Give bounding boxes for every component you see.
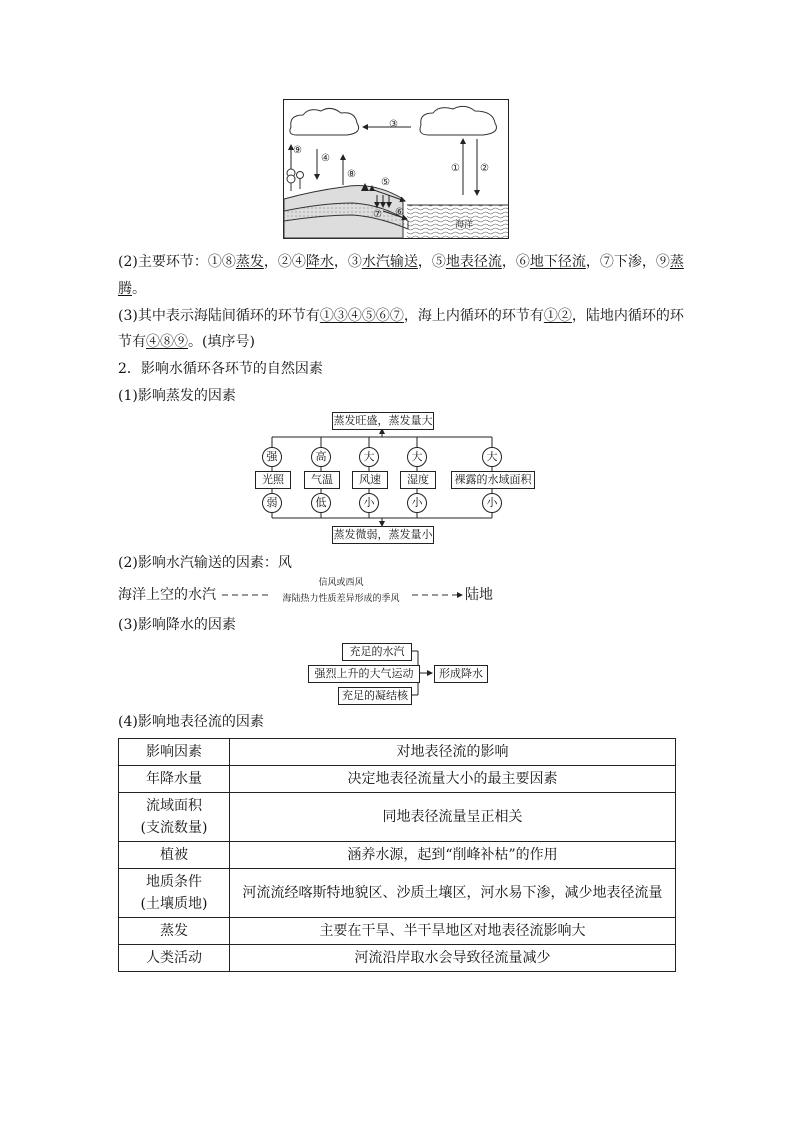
table-row	[119, 945, 676, 972]
table-row	[119, 842, 676, 869]
ocean-label: 海洋	[455, 220, 474, 230]
arrow-label-2: ②	[480, 163, 489, 174]
answer-transpiration-part1: 蒸	[669, 254, 684, 270]
factor-cell	[119, 869, 230, 918]
wind-label-bottom: 海陆热力性质差异形成的季风	[282, 594, 400, 604]
subheading-vapor-transport: (2)影响水汽输送的因素：风	[118, 555, 292, 571]
subheading-evaporation: (1)影响蒸发的因素	[118, 388, 236, 404]
factor-high-sunlight: 强	[262, 447, 282, 467]
arrow-label-5: ⑤	[381, 177, 390, 188]
factor-low-water-area: 小	[482, 493, 502, 513]
text: ，海上内循环的环节有	[403, 308, 544, 324]
effect-cell: 主要在干旱、半干旱地区对地表径流影响大	[230, 918, 676, 945]
arrow-label-7: ⑦	[373, 209, 382, 220]
factor-label-sunlight: 光照	[255, 471, 291, 489]
factor-cell: 植被	[119, 842, 230, 869]
arrow-label-3: ③	[389, 119, 398, 130]
text: (2)主要环节：①⑧	[118, 254, 236, 270]
factor-label-wind-speed: 风速	[352, 471, 388, 489]
evaporation-diagram	[252, 412, 542, 544]
factor-label-temperature: 气温	[304, 471, 340, 489]
factor-cell: 蒸发	[119, 918, 230, 945]
factor-low-sunlight: 弱	[262, 493, 282, 513]
effect-cell: 涵养水源，起到“削峰补枯”的作用	[230, 842, 676, 869]
answer-precipitation: 降水	[305, 254, 334, 270]
water-cycle-diagram	[283, 99, 509, 239]
answer-evaporation: 蒸发	[235, 254, 264, 270]
factor-high-temperature: 高	[311, 447, 331, 467]
effect-cell: 决定地表径流量大小的最主要因素	[230, 766, 676, 793]
factor-cell	[119, 793, 230, 842]
factor-cell: 人类活动	[119, 945, 230, 972]
vapor-arrow	[220, 589, 470, 601]
factor-line-1: 地质条件	[146, 874, 202, 890]
precip-input-nuclei: 充足的凝结核	[338, 687, 412, 705]
answer-groundwater-runoff: 地下径流	[529, 254, 586, 270]
factor-line-1: 流域面积	[146, 798, 202, 814]
answer-vapor-transport: 水汽输送	[361, 254, 418, 270]
main-processes-line-2	[118, 279, 146, 299]
effect-cell: 河流沿岸取水会导致径流量减少	[230, 945, 676, 972]
text: ，⑤	[417, 254, 446, 270]
text: ，⑥	[501, 254, 530, 270]
answer-surface-runoff: 地表径流	[445, 254, 502, 270]
text: ，②④	[263, 254, 306, 270]
effect-cell: 同地表径流量呈正相关	[230, 793, 676, 842]
header-effect: 对地表径流的影响	[230, 739, 676, 766]
text: ，⑦下渗，⑨	[585, 254, 670, 270]
text: (3)其中表示海陆间循环的环节有	[118, 308, 320, 324]
table-row	[119, 918, 676, 945]
water-cycle-figure	[283, 99, 509, 239]
factor-cell: 年降水量	[119, 766, 230, 793]
table-header-row	[119, 739, 676, 766]
table-row	[119, 793, 676, 842]
factor-line-2: (土壤质地)	[140, 896, 208, 912]
precip-input-uplift: 强烈上升的大气运动	[308, 665, 420, 683]
table-row	[119, 869, 676, 918]
answer-ocean-cycle: ①②	[543, 308, 572, 324]
arrow-label-1: ①	[451, 163, 460, 174]
cycle-types-line-1	[118, 306, 684, 326]
precip-output: 形成降水	[434, 665, 488, 683]
evaporation-strong-box: 蒸发旺盛，蒸发量大	[332, 412, 434, 430]
factor-label-water-area: 裸露的水域面积	[451, 471, 535, 489]
arrow-label-6: ⑥	[395, 207, 404, 218]
factor-low-wind: 小	[359, 493, 379, 513]
effect-cell: 河流流经喀斯特地貌区、沙质土壤区，河水易下渗，减少地表径流量	[230, 869, 676, 918]
evaporation-weak-box: 蒸发微弱，蒸发量小	[332, 526, 434, 544]
runoff-factors-table	[118, 738, 676, 972]
vapor-destination: 陆地	[465, 587, 493, 603]
answer-sea-land-cycle: ①③④⑤⑥⑦	[319, 308, 404, 324]
precip-input-vapor: 充足的水汽	[342, 643, 412, 661]
factor-high-water-area: 大	[482, 447, 502, 467]
factor-high-humidity: 大	[407, 447, 427, 467]
subheading-surface-runoff: (4)影响地表径流的因素	[118, 714, 264, 730]
precipitation-diagram	[308, 643, 488, 703]
factor-low-humidity: 小	[407, 493, 427, 513]
header-factor: 影响因素	[119, 739, 230, 766]
arrow-label-8: ⑧	[347, 169, 356, 180]
text: 节有	[118, 334, 146, 350]
text: ，③	[333, 254, 362, 270]
table-row	[119, 766, 676, 793]
arrow-label-9: ⑨	[293, 145, 302, 156]
vapor-source: 海洋上空的水汽	[118, 587, 216, 603]
main-processes-line-1	[118, 252, 684, 272]
factor-label-humidity: 湿度	[400, 471, 436, 489]
text: 。	[132, 281, 146, 297]
factor-low-temperature: 低	[311, 493, 331, 513]
factor-high-wind: 大	[359, 447, 379, 467]
cycle-types-line-2	[118, 332, 255, 352]
arrow-label-4: ④	[321, 153, 330, 164]
text: 。(填序号)	[188, 334, 255, 350]
answer-land-cycle: ④⑧⑨	[146, 334, 188, 350]
section-heading: 2．影响水循环各环节的自然因素	[118, 361, 323, 377]
factor-line-2: (支流数量)	[140, 820, 208, 836]
text: ，陆地内循环的环	[571, 308, 684, 324]
subheading-precipitation: (3)影响降水的因素	[118, 617, 236, 633]
wind-label-top: 信风或西风	[318, 578, 364, 588]
answer-transpiration-part2: 腾	[118, 281, 132, 297]
